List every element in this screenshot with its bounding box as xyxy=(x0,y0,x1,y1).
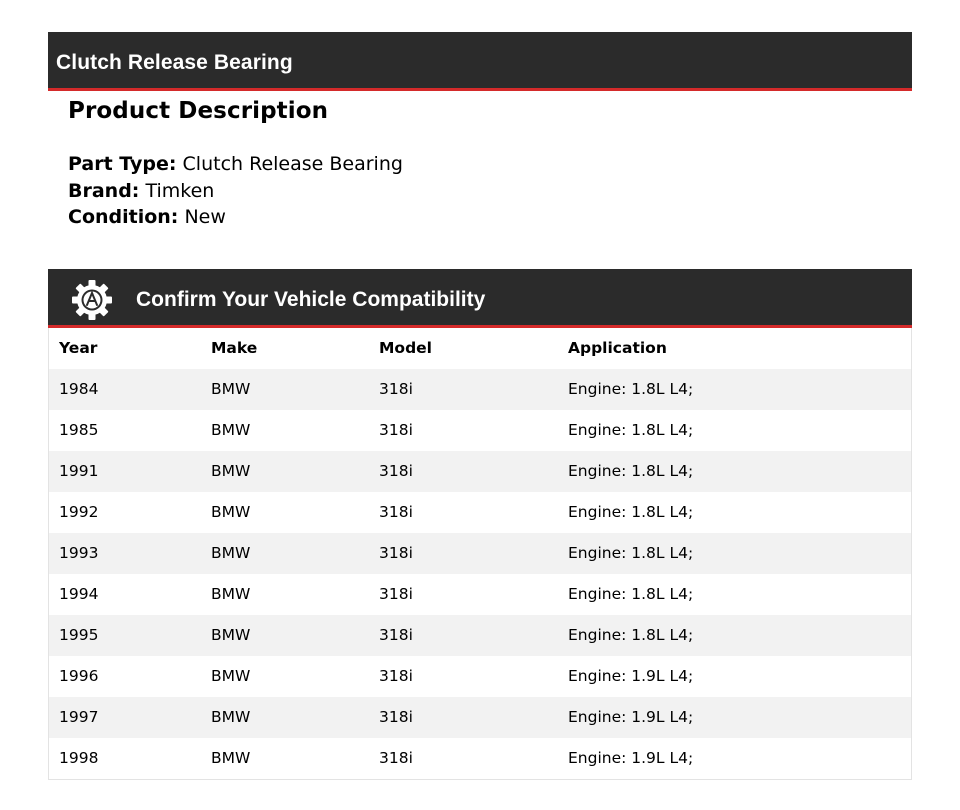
cell-year: 1995 xyxy=(59,626,99,644)
cell-model: 318i xyxy=(379,503,413,521)
table-row xyxy=(49,574,911,615)
cell-model: 318i xyxy=(379,462,413,480)
cell-make: BMW xyxy=(211,667,251,685)
cell-make: BMW xyxy=(211,749,251,767)
table-row xyxy=(49,615,911,656)
spec-list xyxy=(68,151,403,231)
cell-year: 1998 xyxy=(59,749,99,767)
product-title-bar xyxy=(48,32,912,91)
cell-model: 318i xyxy=(379,544,413,562)
cell-year: 1996 xyxy=(59,667,99,685)
spec-label: Brand: xyxy=(68,179,140,202)
cell-application: Engine: 1.8L L4; xyxy=(568,462,694,480)
spec-condition xyxy=(68,204,403,231)
table-row xyxy=(49,410,911,451)
spec-value: Timken xyxy=(145,179,215,202)
table-row xyxy=(49,697,911,738)
product-description xyxy=(68,96,403,231)
cell-model: 318i xyxy=(379,708,413,726)
cell-make: BMW xyxy=(211,421,251,439)
column-header-year: Year xyxy=(59,339,98,357)
spec-brand xyxy=(68,178,403,205)
cell-application: Engine: 1.9L L4; xyxy=(568,667,694,685)
cell-year: 1991 xyxy=(59,462,99,480)
cell-model: 318i xyxy=(379,626,413,644)
table-header-row xyxy=(49,328,911,369)
cell-model: 318i xyxy=(379,749,413,767)
cell-make: BMW xyxy=(211,626,251,644)
table-row xyxy=(49,451,911,492)
column-header-make: Make xyxy=(211,339,258,357)
spec-value: Clutch Release Bearing xyxy=(182,153,403,175)
cell-make: BMW xyxy=(211,503,251,521)
cell-application: Engine: 1.8L L4; xyxy=(568,585,694,603)
cell-application: Engine: 1.8L L4; xyxy=(568,626,694,644)
table-row xyxy=(49,492,911,533)
compatibility-title: Confirm Your Vehicle Compatibility xyxy=(136,288,486,311)
cell-year: 1992 xyxy=(59,503,99,521)
cell-make: BMW xyxy=(211,585,251,603)
product-description-heading: Product Description xyxy=(68,98,329,124)
cell-year: 1997 xyxy=(59,708,99,726)
cell-year: 1994 xyxy=(59,585,99,603)
table-row xyxy=(49,369,911,410)
cell-make: BMW xyxy=(211,708,251,726)
cell-make: BMW xyxy=(211,380,251,398)
cell-year: 1993 xyxy=(59,544,99,562)
compatibility-bar xyxy=(48,269,912,328)
table-row xyxy=(49,656,911,697)
cell-make: BMW xyxy=(211,544,251,562)
table-row xyxy=(49,738,911,779)
cell-year: 1984 xyxy=(59,380,99,398)
cell-application: Engine: 1.8L L4; xyxy=(568,544,694,562)
column-header-application: Application xyxy=(568,339,667,357)
product-title: Clutch Release Bearing xyxy=(56,51,293,74)
cell-application: Engine: 1.9L L4; xyxy=(568,708,694,726)
gear-icon xyxy=(70,278,114,322)
cell-model: 318i xyxy=(379,380,413,398)
table-row xyxy=(49,533,911,574)
cell-model: 318i xyxy=(379,585,413,603)
compatibility-table xyxy=(48,328,912,780)
cell-model: 318i xyxy=(379,667,413,685)
cell-application: Engine: 1.8L L4; xyxy=(568,380,694,398)
spec-value: New xyxy=(184,206,226,228)
column-header-model: Model xyxy=(379,339,432,357)
spec-label: Part Type: xyxy=(68,153,177,175)
cell-model: 318i xyxy=(379,421,413,439)
cell-make: BMW xyxy=(211,462,251,480)
cell-application: Engine: 1.8L L4; xyxy=(568,421,694,439)
spec-part-type xyxy=(68,151,403,178)
cell-application: Engine: 1.9L L4; xyxy=(568,749,694,767)
spec-label: Condition: xyxy=(68,206,179,228)
cell-year: 1985 xyxy=(59,421,99,439)
cell-application: Engine: 1.8L L4; xyxy=(568,503,694,521)
